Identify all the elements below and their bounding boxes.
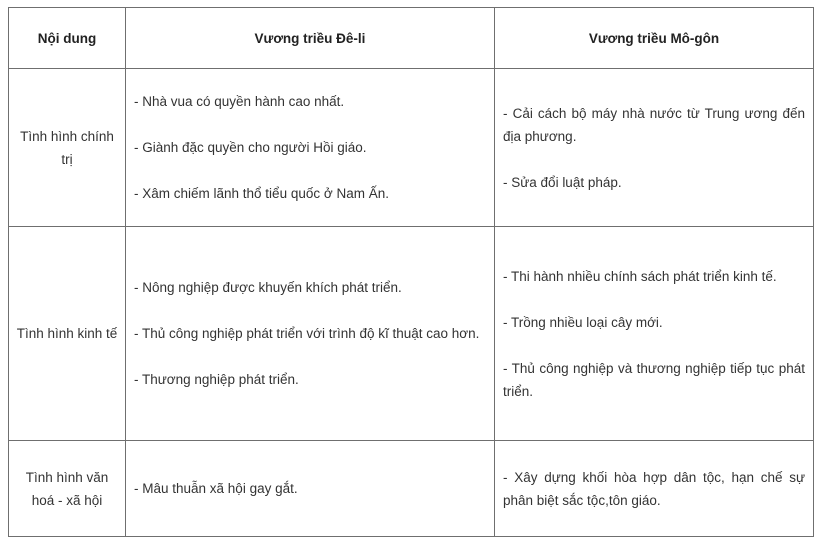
table-row-economy bbox=[9, 227, 814, 441]
row-label-economy: Tình hình kinh tế bbox=[9, 227, 126, 441]
header-mogon-dynasty: Vương triều Mô-gôn bbox=[495, 8, 814, 69]
list-item: - Nông nghiệp được khuyến khích phát triển. bbox=[134, 280, 402, 295]
table-row-culture-society bbox=[9, 441, 814, 537]
cell-mogon-culture-society bbox=[495, 441, 814, 537]
header-content: Nội dung bbox=[9, 8, 126, 69]
list-item: - Thủ công nghiệp phát triển với trình độ kĩ thuật cao hơn. bbox=[134, 326, 480, 341]
cell-deli-culture-society bbox=[126, 441, 495, 537]
list-item: - Thi hành nhiều chính sách phát triển kinh tế. bbox=[503, 268, 777, 284]
comparison-table bbox=[8, 7, 814, 537]
list-item: - Thương nghiệp phát triển. bbox=[134, 372, 299, 387]
table-header-row bbox=[9, 8, 814, 69]
comparison-table-container bbox=[8, 7, 814, 537]
list-item: - Nhà vua có quyền hành cao nhất. bbox=[134, 94, 345, 109]
cell-mogon-economy bbox=[495, 227, 814, 441]
header-deli-dynasty: Vương triều Đê-li bbox=[126, 8, 495, 69]
row-label-culture-society: Tình hình văn hoá - xã hội bbox=[9, 441, 126, 537]
cell-deli-politics bbox=[126, 69, 495, 227]
list-item: - Sửa đổi luật pháp. bbox=[503, 174, 622, 190]
list-item: - Xâm chiếm lãnh thổ tiểu quốc ở Nam Ấn. bbox=[134, 186, 389, 201]
list-item: - Giành đặc quyền cho người Hồi giáo. bbox=[134, 140, 367, 155]
list-item: - Mâu thuẫn xã hội gay gắt. bbox=[134, 481, 298, 496]
table-row-politics bbox=[9, 69, 814, 227]
cell-deli-economy bbox=[126, 227, 495, 441]
cell-mogon-politics bbox=[495, 69, 814, 227]
list-item: - Thủ công nghiệp và thương nghiệp tiếp tục phát triển. bbox=[503, 360, 805, 399]
list-item: - Trồng nhiều loại cây mới. bbox=[503, 314, 663, 330]
row-label-politics: Tình hình chính trị bbox=[9, 69, 126, 227]
list-item: - Xây dựng khối hòa hợp dân tộc, hạn chế sự phân biệt sắc tộc,tôn giáo. bbox=[503, 469, 805, 508]
list-item: - Cải cách bộ máy nhà nước từ Trung ương đến địa phương. bbox=[503, 105, 805, 144]
